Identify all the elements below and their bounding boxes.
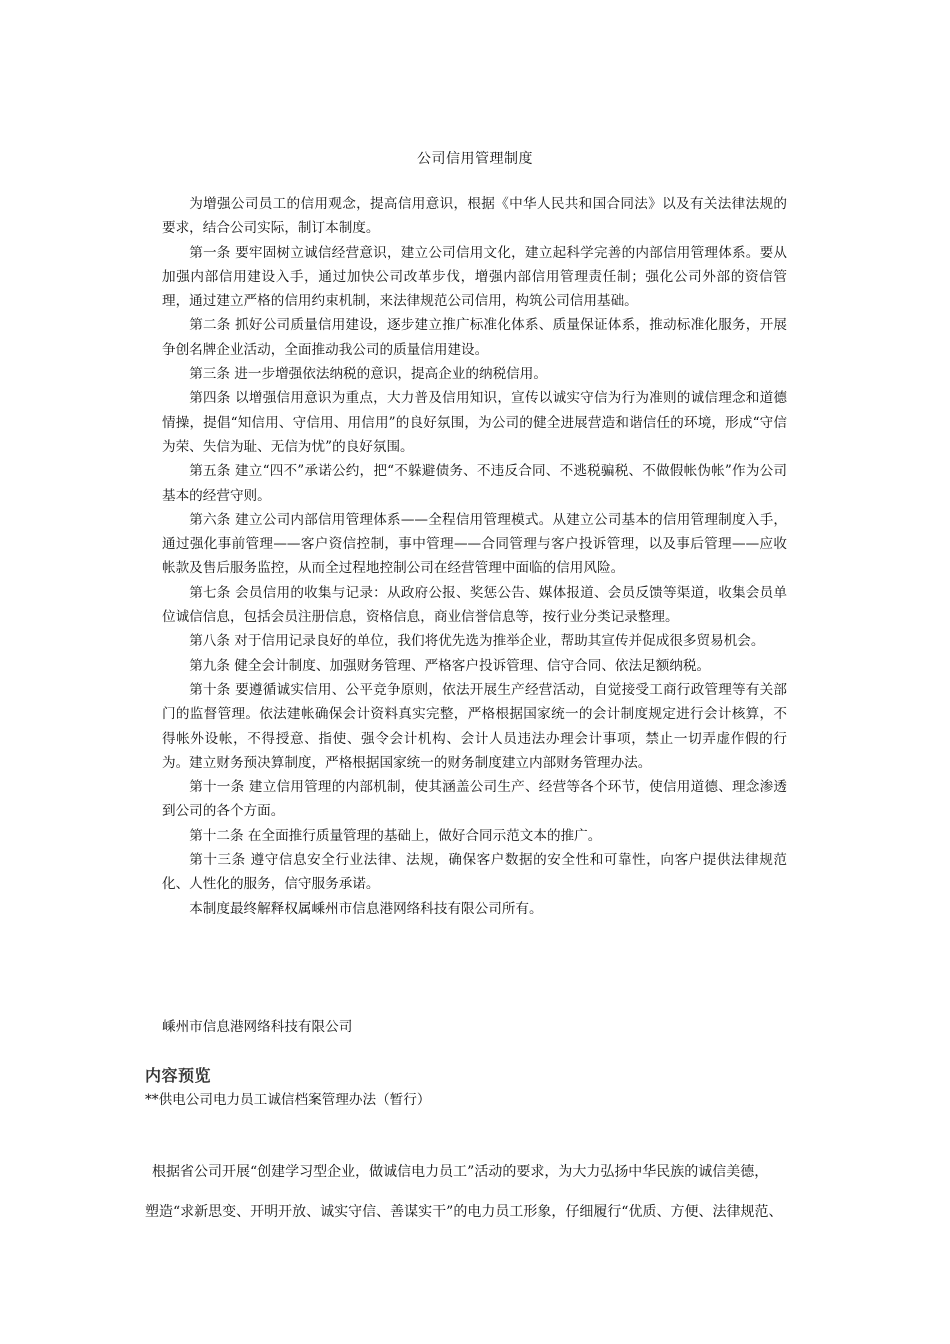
- preview-line: 塑造“求新思变、开明开放、诚实守信、善谋实干”的电力员工形象，仔细履行“优质、方便、法律规范、: [145, 1204, 783, 1220]
- interpretation-clause: 本制度最终解释权属嵊州市信息港网络科技有限公司所有。: [189, 900, 543, 917]
- article-9: 第九条 健全会计制度、加强财务管理、严格客户投诉管理、信守合同、依法足额纳税。: [189, 657, 711, 674]
- article-1: 第一条 要牢固树立诚信经营意识，建立公司信用文化，建立起科学完善的内部信用管理体系。要从加强内部信用建设入手，通过加快公司改革步伐，增强内部信用管理责任制；强化公司外部的资信管理，通过建立严格的信用约束机制，来法律规范公司信用，构筑公司信用基础。: [162, 244, 787, 310]
- company-signature: 嵊州市信息港网络科技有限公司: [162, 1019, 353, 1035]
- article-6: 第六条 建立公司内部信用管理体系——全程信用管理模式。从建立公司基本的信用管理制度入手，通过强化事前管理——客户资信控制，事中管理——合同管理与客户投诉管理，以及事后管理——应收帐款及售后服务监控，从而全过程地控制公司在经营管理中面临的信用风险。: [162, 511, 787, 577]
- intro-paragraph: 为增强公司员工的信用观念，提高信用意识，根据《中华人民共和国合同法》以及有关法律法规的要求，结合公司实际，制订本制度。: [162, 196, 787, 237]
- article-13: 第十三条 遵守信息安全行业法律、法规，确保客户数据的安全性和可靠性，向客户提供法律规范化、人性化的服务，信守服务承诺。: [162, 852, 787, 893]
- preview-body: [145, 1152, 825, 1232]
- article-7: 第七条 会员信用的收集与记录：从政府公报、奖惩公告、媒体报道、会员反馈等渠道，收集会员单位诚信信息，包括会员注册信息，资格信息，商业信誉信息等，按行业分类记录整理。: [162, 584, 787, 626]
- article-2: 第二条 抓好公司质量信用建设，逐步建立推广标准化体系、质量保证体系，推动标准化服务，开展争创名牌企业活动，全面推动我公司的质量信用建设。: [162, 317, 787, 358]
- article-3: 第三条 进一步增强依法纳税的意识，提高企业的纳税信用。: [189, 366, 547, 383]
- preview-heading: 内容预览: [145, 1066, 212, 1085]
- article-10: 第十条 要遵循诚实信用、公平竞争原则，依法开展生产经营活动，自觉接受工商行政管理等有关部门的监督管理。依法建帐确保会计资料真实完整，严格根据国家统一的会计制度规定进行会计核算，不得帐外设帐，不得授意、指使、强令会计机构、会计人员违法办理会计事项，禁止一切弄虚作假的行为。建立财务预决算制度，严格根据国家统一的财务制度建立内部财务管理办法。: [162, 681, 787, 771]
- article-12: 第十二条 在全面推行质量管理的基础上，做好合同示范文本的推广。: [189, 827, 602, 844]
- preview-subtitle: **供电公司电力员工诚信档案管理办法（暂行）: [145, 1092, 431, 1108]
- preview-line: 根据省公司开展“创建学习型企业，做诚信电力员工”活动的要求，为大力弘扬中华民族的诚信美德，: [152, 1164, 769, 1180]
- document-title: 公司信用管理制度: [417, 151, 533, 167]
- document-body: [162, 192, 787, 921]
- article-4: 第四条 以增强信用意识为重点，大力普及信用知识，宣传以诚实守信为行为准则的诚信理念和道德情操，提倡“知信用、守信用、用信用”的良好氛围，为公司的健全进展营造和谐信任的环境，形成“守信为荣、失信为耻、无信为忧”的良好氛围。: [162, 390, 787, 455]
- article-5: 第五条 建立“四不”承诺公约，把“不躲避债务、不违反合同、不逃税骗税、不做假帐伪帐”作为公司基本的经营守则。: [162, 463, 787, 504]
- article-8: 第八条 对于信用记录良好的单位，我们将优先选为推举企业，帮助其宣传并促成很多贸易机会。: [189, 633, 765, 650]
- article-11: 第十一条 建立信用管理的内部机制，使其涵盖公司生产、经营等各个环节，使信用道德、理念渗透到公司的各个方面。: [162, 779, 787, 820]
